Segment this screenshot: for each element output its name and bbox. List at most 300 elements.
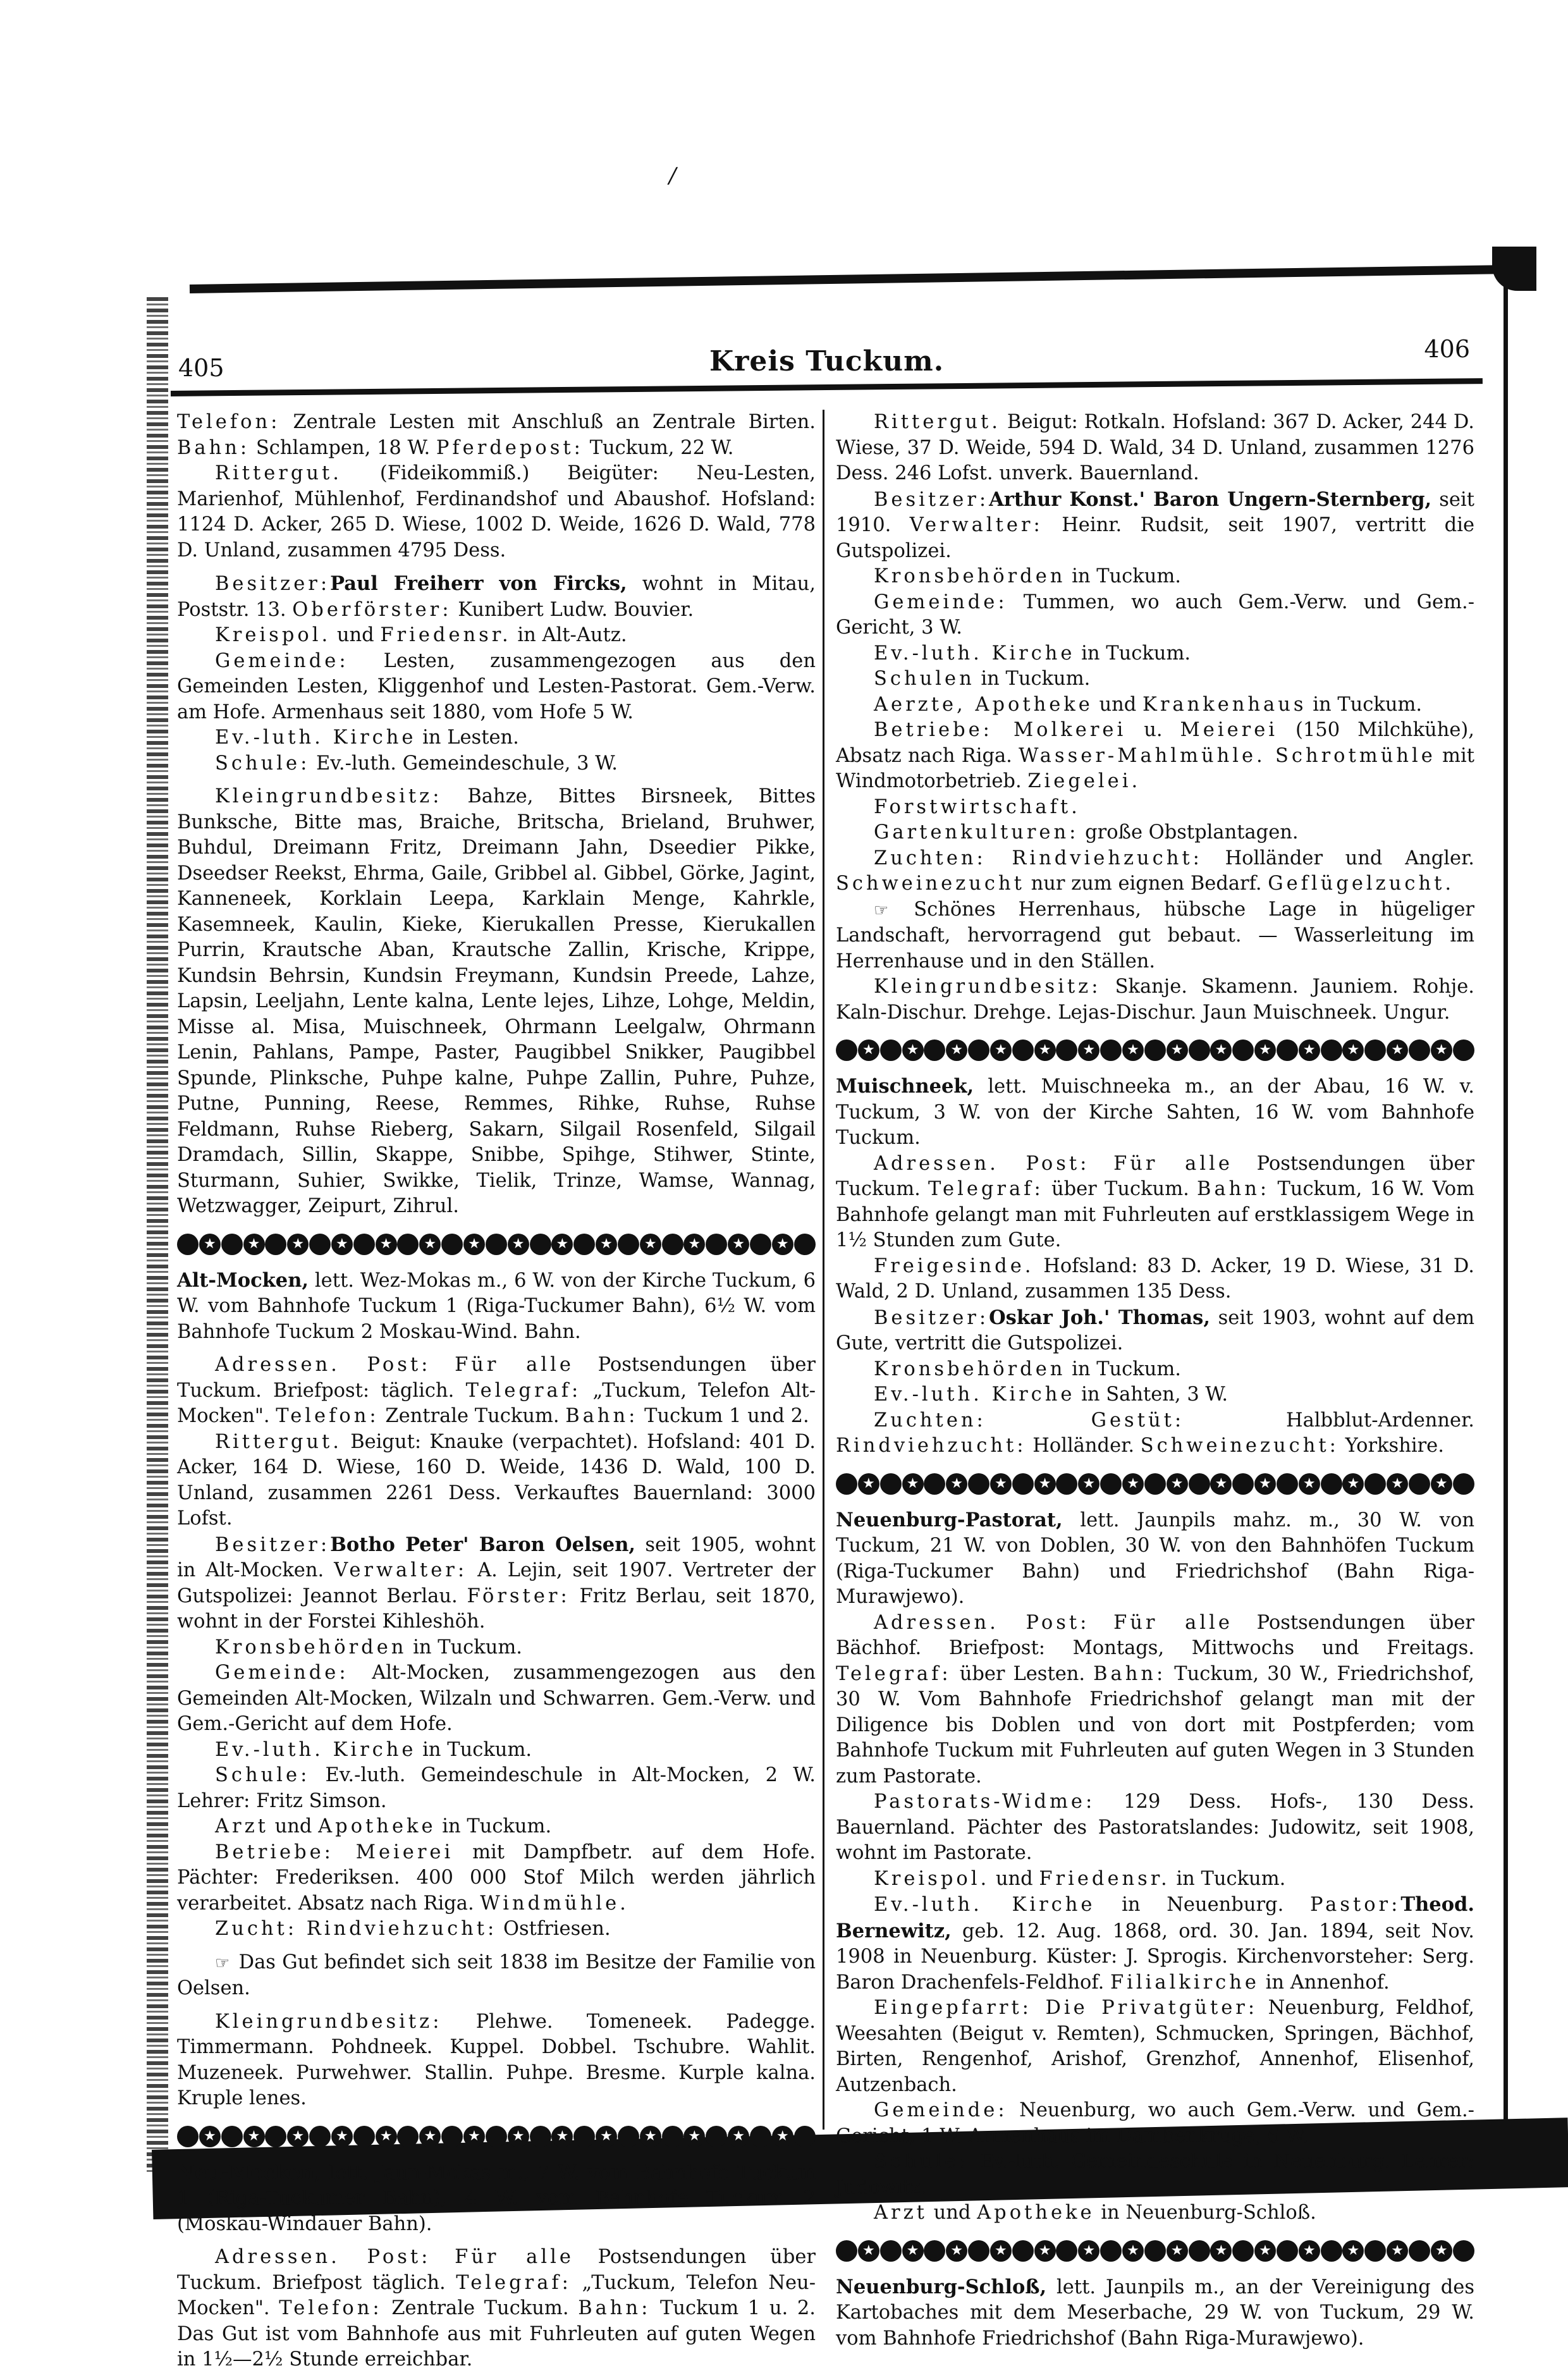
ornament-dot [1277, 1473, 1298, 1495]
entry-paragraph [836, 1867, 1474, 1892]
entry-paragraph [836, 1382, 1474, 1408]
spaced-label: Schulen [874, 668, 975, 690]
text-run: Tuckum, 30 W., Friedrichshof, 30 W. Vom Bahnhofe Friedrichshof gelangt man mit der Diligence bis Doblen und von dort mit Postpferden; vom Bahnhofe Tuckum mit Fuhrleuten auf guten Wegen in 3 Stunden zum Pastorate. [836, 1662, 1475, 1787]
ornament-star-icon: ★ [1254, 1039, 1276, 1061]
ornament-dot [1232, 2240, 1254, 2262]
text-run: Tuckum, 22 W. [583, 436, 734, 459]
spaced-label: Arzt [215, 1815, 269, 1837]
spaced-label: Geflügelzucht. [1268, 873, 1455, 895]
spaced-label: Telegraf: [456, 2271, 572, 2294]
left-column [177, 410, 816, 2373]
spaced-label: Oberförster: [292, 598, 452, 621]
spaced-label: Kronsbehörden [874, 1358, 1066, 1380]
ornament-star-icon: ★ [419, 2126, 441, 2147]
ornament-star-icon: ★ [1299, 1473, 1320, 1495]
text-run: und [268, 1815, 319, 1837]
ornament-dot [1100, 1039, 1122, 1061]
ornament-star-icon: ★ [331, 1234, 353, 1255]
ornament-dot [573, 1234, 595, 1255]
spaced-label: Gartenkulturen: [874, 821, 1079, 843]
spaced-label: Betriebe: Meierei [215, 1841, 454, 1863]
stray-mark: / [669, 163, 677, 188]
ornament-star-icon: ★ [683, 1234, 705, 1255]
spaced-label: Forstwirtschaft. [874, 795, 1081, 818]
ornament-dot [1453, 1039, 1474, 1061]
text-run: in Tuckum. [1306, 693, 1423, 716]
ornament-star-icon: ★ [1299, 1039, 1320, 1061]
ornament-dot [265, 2126, 286, 2147]
text-run: über Tuckum. [1043, 1178, 1197, 1200]
ornament-dot [177, 2126, 199, 2147]
text-run: Ev.-luth. Gemeindeschule, 3 W. [310, 752, 618, 775]
text-run: 129 Dess. Hofs-, 130 Dess. Bauernland. Pächter des Pastoratslandes: Judowitz, seit 1908, wohnt im Pastorate. [836, 1791, 1474, 1864]
entry-paragraph [836, 974, 1474, 1026]
entry-paragraph [177, 784, 816, 1220]
ornament-dot [968, 2240, 989, 2262]
section-ornament [177, 1234, 816, 1255]
ornament-star-icon: ★ [1387, 1473, 1408, 1495]
ornament-dot [486, 2126, 507, 2147]
ornament-dot [880, 1473, 902, 1495]
ornament-dot [353, 1234, 375, 1255]
ornament-dot [441, 1234, 463, 1255]
spaced-label: Telegraf: [928, 1178, 1044, 1200]
spaced-label: Ev.-luth. Kirche [215, 1738, 417, 1761]
entry-paragraph [177, 1814, 816, 1840]
bold-name: Oskar Joh.' Thomas, [989, 1306, 1210, 1329]
text-run: Postsendungen über Tuckum. Briefpost täglich. [177, 2246, 816, 2294]
entry-paragraph [177, 1763, 816, 1814]
spaced-label: Telefon: [177, 411, 281, 433]
entry-paragraph [836, 1610, 1474, 1790]
bold-name: Botho Peter' Baron Oelsen, [330, 1533, 636, 1556]
spaced-label: Ev.-luth. Kirche [874, 1894, 1096, 1916]
ornament-star-icon: ★ [1078, 1473, 1099, 1495]
text-run: Skanje. Skamenn. Jauniem. Rohje. Kaln-Dischur. Drehge. Lejas-Dischur. Jaun Muischneek. Ungur. [836, 976, 1474, 1024]
ornament-dot [1321, 1473, 1342, 1495]
ornament-dot [441, 2126, 463, 2147]
text-run: Tuckum 1 u. 2. Das Gut ist vom Bahnhofe aus mit Fuhrleuten auf guten Wegen in 1½—2½ Stunde erreichbar. [177, 2297, 816, 2370]
ornament-dot [177, 1234, 199, 1255]
entry-paragraph [836, 897, 1474, 975]
bold-name: Arthur Konst.' Baron Ungern-Sternberg, [989, 487, 1432, 511]
ornament-dot [706, 1234, 727, 1255]
spaced-label: Schule: [874, 2150, 969, 2173]
bold-name: Neuenburg-Schloß, [836, 2275, 1047, 2298]
text-run: Postsendungen über Tuckum. Briefpost: täglich. [177, 1354, 816, 1402]
entry-paragraph [177, 2009, 816, 2112]
ornament-dot [1056, 1473, 1077, 1495]
ornament-star-icon: ★ [1122, 1039, 1144, 1061]
entry-paragraph [177, 751, 816, 777]
ornament-star-icon: ★ [858, 2240, 879, 2262]
ornament-star-icon: ★ [1342, 2240, 1364, 2262]
text-run: Schönes Herrenhaus, hübsche Lage in hügeliger Landschaft, hervorragend gut bebaut. — Wasserleitung im Herrenhause und in den Ställen. [836, 898, 1474, 972]
entry-heading-paragraph [177, 2160, 816, 2238]
entry-paragraph [177, 461, 816, 563]
entry-heading-paragraph [836, 2274, 1474, 2352]
spaced-label: Pastor: [1309, 1894, 1401, 1916]
ornament-star-icon: ★ [1210, 1473, 1232, 1495]
text-run: Ev.-luth. Gemeindeschule in Alt-Mocken, 2 W. Lehrer: Fritz Simson. [177, 1764, 816, 1812]
spaced-label: Zuchten: Rindviehzucht: [874, 847, 1203, 869]
spaced-label: Kleingrundbesitz: [215, 785, 443, 807]
ornament-star-icon: ★ [1431, 2240, 1452, 2262]
ornament-star-icon: ★ [1167, 1039, 1188, 1061]
ornament-star-icon: ★ [1034, 1039, 1056, 1061]
text-run: seit 1905, wohnt in Alt-Mocken. [177, 1533, 816, 1581]
ornament-star-icon: ★ [990, 1473, 1012, 1495]
entry-paragraph [836, 641, 1474, 667]
entry-paragraph [177, 1950, 816, 2002]
entry-paragraph [836, 718, 1474, 795]
entry-paragraph [177, 1635, 816, 1661]
text-run: in Sahten, 3 W. [1075, 1383, 1228, 1406]
text-run: Zentrale Tuckum. [379, 1405, 566, 1427]
text-run: lett. Muischneeka m., an der Abau, 16 W. v. Tuckum, 3 W. von der Kirche Sahten, 16 W. vom Bahnhofe Tuckum. [836, 1076, 1474, 1149]
spaced-label: Adressen. Post: [874, 1152, 1090, 1175]
ornament-dot [309, 2126, 331, 2147]
text-run: seit 1910. [836, 488, 1474, 536]
spaced-label: Kleingrundbesitz: [874, 976, 1101, 998]
text-run: in Tuckum. [416, 1738, 532, 1761]
spaced-label: Gemeinde: [215, 1662, 349, 1684]
spaced-label: Bahn: [177, 436, 250, 459]
text-run: (150 Milchkühe), Absatz nach Riga. [836, 719, 1474, 767]
spaced-label: Zucht: Rindviehzucht: [215, 1918, 498, 1940]
entry-heading-paragraph [177, 1268, 816, 1346]
ornament-star-icon: ★ [331, 2126, 353, 2147]
running-header [171, 329, 1483, 386]
ornament-star-icon: ★ [1034, 1473, 1056, 1495]
spaced-label: Bahn: [578, 2297, 651, 2319]
spaced-label: Adressen. Post: [874, 1611, 1090, 1634]
text-run: wohnt in Mitau, Poststr. 13. [177, 573, 816, 621]
ornament-dot [1364, 1039, 1386, 1061]
ornament-star-icon: ★ [551, 2126, 573, 2147]
ornament-star-icon: ★ [1387, 2240, 1408, 2262]
text-run: Neuenburg, Feldhof, Weesahten (Beigut v. Remten), Schmucken, Springen, Bächhof, Birten, Rengenhof, Arishof, Grenzhof, Annenhof, Elisenhof, Autzenbach. [836, 1997, 1474, 2096]
ornament-dot [530, 2126, 551, 2147]
section-ornament [177, 2126, 816, 2147]
ornament-star-icon: ★ [1034, 2240, 1056, 2262]
ornament-star-icon: ★ [990, 2240, 1012, 2262]
ornament-dot [794, 2126, 816, 2147]
text-run: geb. 12. Aug. 1868, ord. 30. Jan. 1894, seit Nov. 1908 in Neuenburg. Küster: J. Sprogis. Kirchenvorsteher: Serg. Baron Drachenfels-Feldhof. [836, 1920, 1474, 1994]
scan-edge-top [190, 264, 1536, 293]
text-run: lett. Wez-Mokas m., 6 W. von der Kirche Tuckum, 6 W. vom Bahnhofe Tuckum 1 (Riga-Tuckumer Bahn), 6½ W. vom Bahnhofe Tuckum 2 Moskau-Wind. Bahn. [177, 1269, 816, 1343]
entry-paragraph [836, 1357, 1474, 1383]
spaced-label: Telegraf: [836, 1662, 952, 1685]
ornament-dot [1364, 1473, 1386, 1495]
spaced-label: Bahn: [1093, 1662, 1167, 1685]
pointing-hand-icon: ☞ [874, 900, 889, 920]
ornament-star-icon: ★ [640, 2126, 661, 2147]
ornament-star-icon: ★ [508, 2126, 529, 2147]
text-run: Alt-Mocken, zusammengezogen aus den Gemeinden Alt-Mocken, Wilzaln und Schwarren. Gem.-Verw. und Gem.-Gericht auf dem Hofe. [177, 1662, 816, 1735]
text-run: lett. Jaun-Mokas m., 7 W. vom Bahnhofe Tuckum 1 (Riga-Tuckumer Bahn), 4 W. vom Bahnhofe Tuckum 2 (Moskau-Windauer Bahn). [177, 2161, 816, 2235]
spaced-label: Krankenhaus [1142, 693, 1307, 716]
entry-paragraph [177, 571, 816, 623]
spaced-label: Besitzer: [215, 573, 331, 595]
spaced-label: Bahn: [1197, 1178, 1270, 1200]
text-run: seit 1903, wohnt auf dem Gute, vertritt die Gutspolizei. [836, 1306, 1474, 1354]
spaced-label: Förster: [467, 1585, 570, 1607]
ornament-dot [968, 1039, 989, 1061]
text-run: Kunibert Ludw. Bouvier. [451, 598, 694, 621]
spaced-label: Meierei [1180, 719, 1278, 741]
ornament-star-icon: ★ [596, 2126, 617, 2147]
book-spread [171, 329, 1483, 2370]
spaced-label: Kleingrundbesitz: [215, 2010, 443, 2033]
text-run: in Lesten. [416, 727, 519, 749]
text-run: Ostfriesen. [497, 1918, 611, 1940]
spaced-label: Apotheke [318, 1815, 436, 1837]
ornament-star-icon: ★ [1387, 1039, 1408, 1061]
pointing-hand-icon: ☞ [215, 1953, 230, 1973]
ornament-dot [1453, 1473, 1474, 1495]
text-run: Schlampen, 18 W. [250, 436, 436, 459]
ornament-dot [486, 1234, 507, 1255]
spaced-label: Schweinezucht [836, 873, 1025, 895]
text-run [431, 2246, 455, 2268]
entry-heading-paragraph [836, 1074, 1474, 1151]
text-run: Plehwe. Tomeneek. Padegge. Timmermann. Pohdneek. Kuppel. Dobbel. Tschubre. Wahlit. Muzeneek. Purwehwer. Stallin. Puhpe. Bresme. Kurple kalna. Kruple lenes. [177, 2010, 816, 2109]
spaced-label: Gemeinde: [874, 591, 1008, 613]
ornament-star-icon: ★ [1167, 2240, 1188, 2262]
text-run: Postsendungen über Tuckum. [836, 1152, 1474, 1200]
ornament-dot [309, 1234, 331, 1255]
text-run: Holländer. [1026, 1435, 1141, 1457]
ornament-star-icon: ★ [463, 1234, 485, 1255]
text-run [1089, 1153, 1113, 1175]
spaced-label: Telefon: [279, 2297, 383, 2319]
text-run: in Alt-Autz. [511, 624, 627, 646]
spaced-label: Schweinezucht: [1140, 1435, 1339, 1457]
ornament-dot [836, 1039, 857, 1061]
spaced-label: Für alle [455, 1354, 574, 1376]
spaced-label: Betriebe: Molkerei [874, 719, 1127, 741]
entry-paragraph [836, 2200, 1474, 2226]
scan-edge-corner [1492, 247, 1536, 291]
entry-paragraph [836, 2098, 1474, 2149]
ornament-star-icon: ★ [1167, 1473, 1188, 1495]
entry-paragraph [177, 1660, 816, 1738]
ornament-dot [836, 2240, 857, 2262]
ornament-star-icon: ★ [640, 1234, 661, 1255]
ornament-dot [1232, 1473, 1254, 1495]
spaced-label: Schule: [215, 752, 310, 775]
ornament-star-icon: ★ [1122, 1473, 1144, 1495]
spaced-label: Windmühle. [480, 1892, 629, 1915]
ornament-dot [353, 2126, 375, 2147]
entry-paragraph [836, 1892, 1474, 1996]
ornament-dot [924, 1473, 945, 1495]
spaced-label: Apotheke [977, 2202, 1095, 2224]
spaced-label: Besitzer: [215, 1533, 331, 1556]
spaced-label: Besitzer: [874, 488, 989, 511]
spaced-label: Eingepfarrt: Die Privatgüter: [874, 1997, 1258, 2019]
page-number-left: 405 [178, 354, 224, 382]
bold-name: Theod. Bernewitz, [836, 1893, 1474, 1942]
spaced-label: Besitzer: [874, 1306, 989, 1329]
entry-paragraph [836, 795, 1474, 821]
ornament-star-icon: ★ [243, 1234, 265, 1255]
ornament-star-icon: ★ [1431, 1039, 1452, 1061]
ornament-dot [1321, 1039, 1342, 1061]
entry-paragraph [836, 1408, 1474, 1459]
text-run: Postsendungen über Bächhof. Briefpost: Montags, Mittwochs und Freitags. [836, 1611, 1474, 1659]
entry-paragraph [177, 1430, 816, 1532]
entry-paragraph [177, 1532, 816, 1635]
ornament-star-icon: ★ [772, 2126, 793, 2147]
ornament-dot [1189, 1039, 1210, 1061]
bold-name: Muischneek, [836, 1075, 974, 1098]
ornament-dot [706, 2126, 727, 2147]
text-run: u. [1126, 719, 1180, 741]
text-run: Holländer und Angler. [1202, 847, 1474, 869]
spaced-label: Rindviehzucht: [836, 1435, 1027, 1457]
ornament-dot [1144, 2240, 1166, 2262]
spaced-label: Arzt [874, 2202, 928, 2224]
ornament-star-icon: ★ [508, 1234, 529, 1255]
ornament-star-icon: ★ [199, 1234, 221, 1255]
ornament-dot [397, 2126, 419, 2147]
text-run: „Tuckum, Telefon Alt-Mocken". [177, 1379, 816, 1427]
text-run: Halbblut-Ardenner. [1184, 1409, 1475, 1432]
ornament-star-icon: ★ [1078, 2240, 1099, 2262]
text-run [431, 1354, 455, 1376]
ornament-dot [924, 2240, 945, 2262]
ornament-star-icon: ★ [1122, 2240, 1144, 2262]
entry-heading-paragraph [836, 1507, 1474, 1610]
ornament-dot [662, 2126, 683, 2147]
text-run: in Tuckum. [407, 1636, 523, 1659]
spaced-label: Rittergut. [215, 1430, 342, 1453]
ornament-dot [1056, 2240, 1077, 2262]
ornament-dot [618, 1234, 639, 1255]
text-run: in Tuckum. [1075, 642, 1191, 665]
ornament-star-icon: ★ [1254, 1473, 1276, 1495]
ornament-dot [880, 2240, 902, 2262]
text-run: und [989, 1867, 1039, 1890]
ornament-dot [1012, 1473, 1034, 1495]
bold-name: Neu-Mocken, [177, 2161, 322, 2184]
section-ornament [836, 1039, 1474, 1061]
text-run: Beigut: Rotkaln. Hofsland: 367 D. Acker, 244 D. Wiese, 37 D. Weide, 594 D. Wald, 34 D. Unland, zusammen 1276 Dess. 246 Lofst. unverk. Bauernland. [836, 411, 1474, 484]
spaced-label: Filialkirche [1110, 1971, 1259, 1994]
spaced-label: Ev.-luth. Kirche [874, 642, 1075, 665]
ornament-dot [221, 1234, 243, 1255]
ornament-dot [1100, 1473, 1122, 1495]
spaced-label: Kreispol. [215, 624, 331, 646]
entry-paragraph [836, 590, 1474, 641]
ornament-dot [221, 2126, 243, 2147]
spaced-label: Aerzte, Apotheke [874, 693, 1093, 716]
text-run: Tummen, wo auch Gem.-Verw. und Gem.-Gericht, 3 W. [836, 591, 1474, 639]
spaced-label: Telefon: [276, 1405, 379, 1427]
text-run: Zentrale Lesten mit Anschluß an Zentrale Birten. [280, 411, 816, 433]
page-number-right: 406 [1424, 335, 1470, 363]
text-run: und [927, 2202, 977, 2224]
ornament-dot [1277, 2240, 1298, 2262]
spaced-label: Pferdepost: [436, 436, 584, 459]
spaced-label: Gemeinde: [874, 2099, 1008, 2121]
ornament-dot [880, 1039, 902, 1061]
ornament-dot [530, 1234, 551, 1255]
spaced-label: Rittergut. [215, 462, 342, 484]
entry-paragraph [177, 1352, 816, 1430]
ornament-dot [1409, 1473, 1430, 1495]
spaced-label: Rittergut. [874, 411, 1001, 433]
spaced-label: Verwalter: [909, 514, 1043, 536]
scan-edge-left [147, 297, 168, 2175]
ornament-dot [1453, 2240, 1474, 2262]
text-run: Fritz Berlau, seit 1870, wohnt in der Forstei Kihleshöh. [177, 1585, 816, 1633]
right-column [836, 410, 1474, 2352]
text-run: über Lesten. [951, 1662, 1094, 1685]
ornament-star-icon: ★ [1078, 1039, 1099, 1061]
ornament-dot [1321, 2240, 1342, 2262]
ornament-star-icon: ★ [1431, 1473, 1452, 1495]
text-run: in Tuckum. [436, 1815, 552, 1837]
spaced-label: Kronsbehörden [215, 1636, 407, 1659]
ornament-dot [1144, 1039, 1166, 1061]
text-run: nur zum eignen Bedarf. [1024, 873, 1268, 895]
entry-paragraph [836, 846, 1474, 897]
text-run: lett. Jaunpils mahz. m., 30 W. von Tuckum, 21 W. von Doblen, 30 W. von den Bahnhöfen Tuckum (Riga-Tuckumer Bahn) und Friedrichshof (Bahn Riga-Murawjewo). [836, 1509, 1474, 1608]
text-run: Yorkshire. [1338, 1435, 1444, 1457]
text-run: in Neuenburg-Schloß. [1094, 2202, 1316, 2224]
ornament-star-icon: ★ [1254, 2240, 1276, 2262]
entry-paragraph [836, 410, 1474, 487]
text-run: (Fideikommiß.) Beigüter: Neu-Lesten, Marienhof, Mühlenhof, Ferdinandshof und Abaushof. Hofsland: 1124 D. Acker, 265 D. Wiese, 1002 D. Weide, 1626 D. Wald, 778 D. Unland, zusammen 4795 Dess. [177, 462, 816, 561]
spaced-label: Adressen. Post: [215, 1354, 431, 1376]
ornament-star-icon: ★ [902, 2240, 924, 2262]
scan-edge-right [1504, 285, 1508, 2150]
section-ornament [836, 2240, 1474, 2262]
ornament-star-icon: ★ [419, 1234, 441, 1255]
entry-paragraph [177, 1738, 816, 1763]
ornament-star-icon: ★ [1299, 2240, 1320, 2262]
column-divider [823, 410, 824, 2130]
spaced-label: Zuchten: Gestüt: [874, 1409, 1185, 1432]
text-run: mit Dampfbetr. auf dem Hofe. Pächter: Frederiksen. 400 000 Stof Milch werden jährlich verarbeitet. Absatz nach Riga. [177, 1841, 816, 1915]
spaced-label: Ziegelei. [1027, 770, 1141, 792]
text-run: Hofsland: 83 D. Acker, 19 D. Wiese, 31 D. Wald, 2 D. Unland, zusammen 135 Dess. [836, 1254, 1474, 1303]
ornament-star-icon: ★ [902, 1039, 924, 1061]
ornament-dot [968, 1473, 989, 1495]
text-run: Neuenburg, wo auch Gem.-Verw. und Gem.-Gericht, 1 W. Armenhaus im Dambenkruge, 6 W. [836, 2099, 1474, 2147]
ornament-dot [1232, 1039, 1254, 1061]
ornament-dot [794, 1234, 816, 1255]
text-run: Das Gut befindet sich seit 1838 im Besitze der Familie von Oelsen. [177, 1951, 816, 1999]
entry-paragraph [177, 2245, 816, 2373]
ornament-star-icon: ★ [243, 2126, 265, 2147]
ornament-dot [573, 2126, 595, 2147]
spaced-label: Ev.-luth. Kirche [215, 727, 417, 749]
spaced-label: Verwalter: [334, 1559, 468, 1581]
text-run: Lesten, zusammengezogen aus den Gemeinden Lesten, Kliggenhof und Lesten-Pastorat. Gem.-Verw. am Hofe. Armenhaus seit 1880, vom Hofe 5 W. [177, 649, 816, 723]
ornament-star-icon: ★ [728, 1234, 749, 1255]
ornament-star-icon: ★ [1210, 1039, 1232, 1061]
spaced-label: Für alle [1113, 1152, 1233, 1175]
entry-paragraph [836, 820, 1474, 846]
ornament-dot [836, 1473, 857, 1495]
spaced-label: Friedensr. [380, 624, 511, 646]
text-run: Zentrale Tuckum. [382, 2297, 579, 2319]
text-run: in Neuenburg. [1095, 1894, 1310, 1916]
